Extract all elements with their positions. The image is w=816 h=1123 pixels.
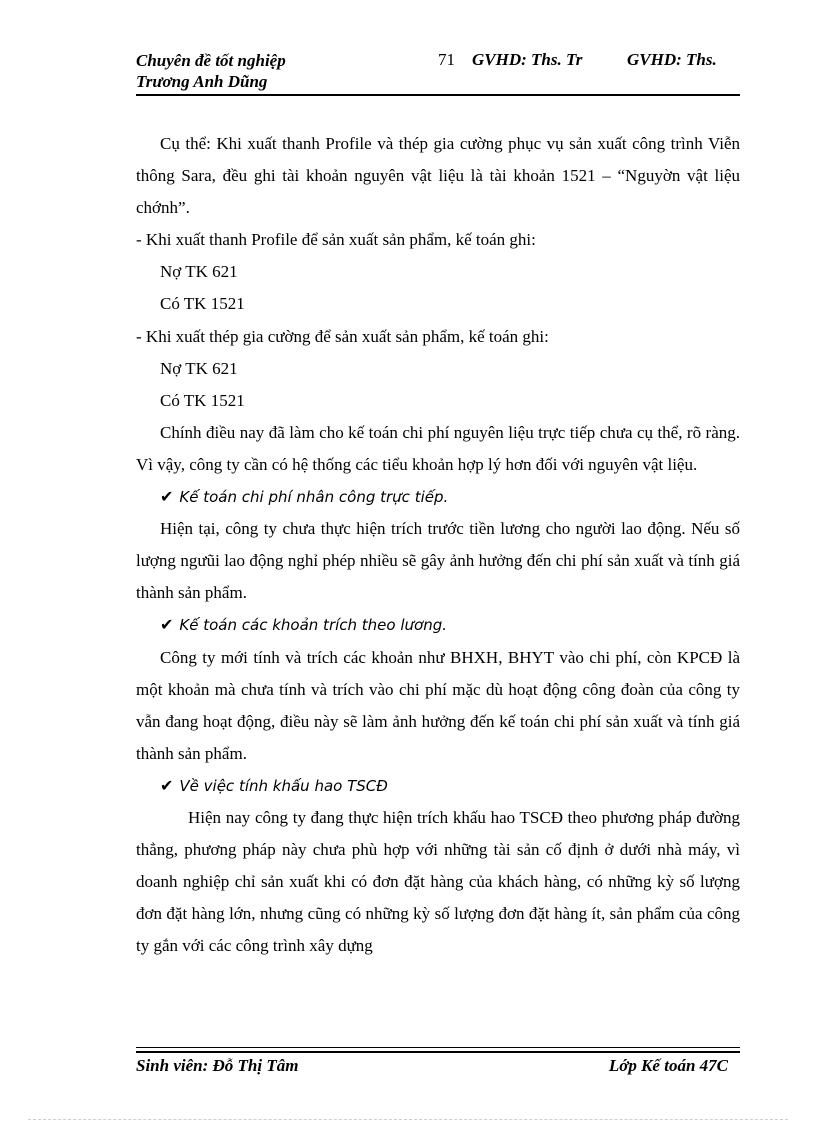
check-heading-2: [136, 609, 740, 641]
checkmark-icon: ✔: [160, 487, 174, 507]
check-heading-2-text: Kế toán các khoản trích theo lương.: [179, 616, 448, 635]
checkmark-icon: ✔: [160, 775, 174, 795]
header-left: [136, 50, 286, 92]
page-edge: [28, 1119, 788, 1120]
paragraph-3: - Khi xuất thép gia cường để sản xuất sản phẩm, kế toán ghi:: [136, 326, 549, 346]
credit-entry-1: Có TK 1521: [160, 294, 245, 314]
paragraph-4: Chính điều nay đã làm cho kế toán chi phí nguyên liệu trực tiếp chưa cụ thể, rõ ràng. Vì vậy, công ty cần có hệ thống các tiểu khoản hợp lý hơn đối với nguyên vật liệu.: [136, 422, 740, 474]
footer-class: Lớp Kế toán 47C: [608, 1056, 728, 1075]
page-body: [136, 128, 740, 962]
debit-entry-1: Nợ TK 621: [160, 262, 238, 282]
check-heading-3: [136, 770, 740, 802]
header-title: Chuyên đề tốt nghiệp: [136, 51, 286, 70]
header-supervisor-1: GVHD: Ths. Tr: [472, 50, 583, 69]
check-heading-1-text: Kế toán chi phí nhân công trực tiếp.: [179, 488, 449, 507]
paragraph-1: Cụ thể: Khi xuất thanh Profile và thép gia cường phục vụ sản xuất công trình Viễn thông Sara, đều ghi tài khoản nguyên vật liệu là tài khoản 1521 – “Nguyờn vật liệu chớnh”.: [136, 134, 740, 218]
footer-student: Sinh viên: Đỗ Thị Tâm: [136, 1056, 299, 1075]
paragraph-7: Hiện nay công ty đang thực hiện trích khấu hao TSCĐ theo phương pháp đường thẳng, phương pháp này chưa phù hợp với những tài sản cố định ở dưới nhà máy, vì doanh nghiệp chỉ sản xuất khi có đơn đặt hàng của khách hàng, có những kỳ số lượng đơn đặt hàng lớn, nhưng cũng có những kỳ số lượng đơn đặt hàng ít, sản phẩm của công ty gắn với các công trình xây dựng: [136, 807, 740, 956]
credit-entry-2: Có TK 1521: [160, 390, 245, 410]
footer-divider-thin: [136, 1047, 740, 1048]
paragraph-6: Công ty mới tính và trích các khoản như BHXH, BHYT vào chi phí, còn KPCĐ là một khoản mà chưa tính và trích vào chi phí mặc dù hoạt động công đoàn của công ty vẫn đang hoạt động, điều này sẽ làm ảnh hưởng đến kế toán chi phí sản xuất và tính giá thành sản phẩm.: [136, 647, 740, 763]
paragraph-5: Hiện tại, công ty chưa thực hiện trích trước tiền lương cho người lao động. Nếu số lượng ngưũi lao động nghỉ phép nhiều sẽ gây ảnh hưởng đến chi phí sản xuất và tính giá thành sản phẩm.: [136, 519, 740, 603]
paragraph-2: - Khi xuất thanh Profile để sản xuất sản phẩm, kế toán ghi:: [136, 230, 536, 250]
checkmark-icon: ✔: [160, 615, 174, 635]
footer-divider-thick: [136, 1051, 740, 1053]
page-number: 71: [438, 50, 455, 69]
check-heading-3-text: Về việc tính khấu hao TSCĐ: [179, 776, 388, 795]
header-author: Trương Anh Dũng: [136, 72, 268, 91]
header-supervisor-2: GVHD: Ths.: [627, 50, 717, 69]
header-divider: [136, 94, 740, 96]
check-heading-1: [136, 481, 740, 513]
debit-entry-2: Nợ TK 621: [160, 358, 238, 378]
